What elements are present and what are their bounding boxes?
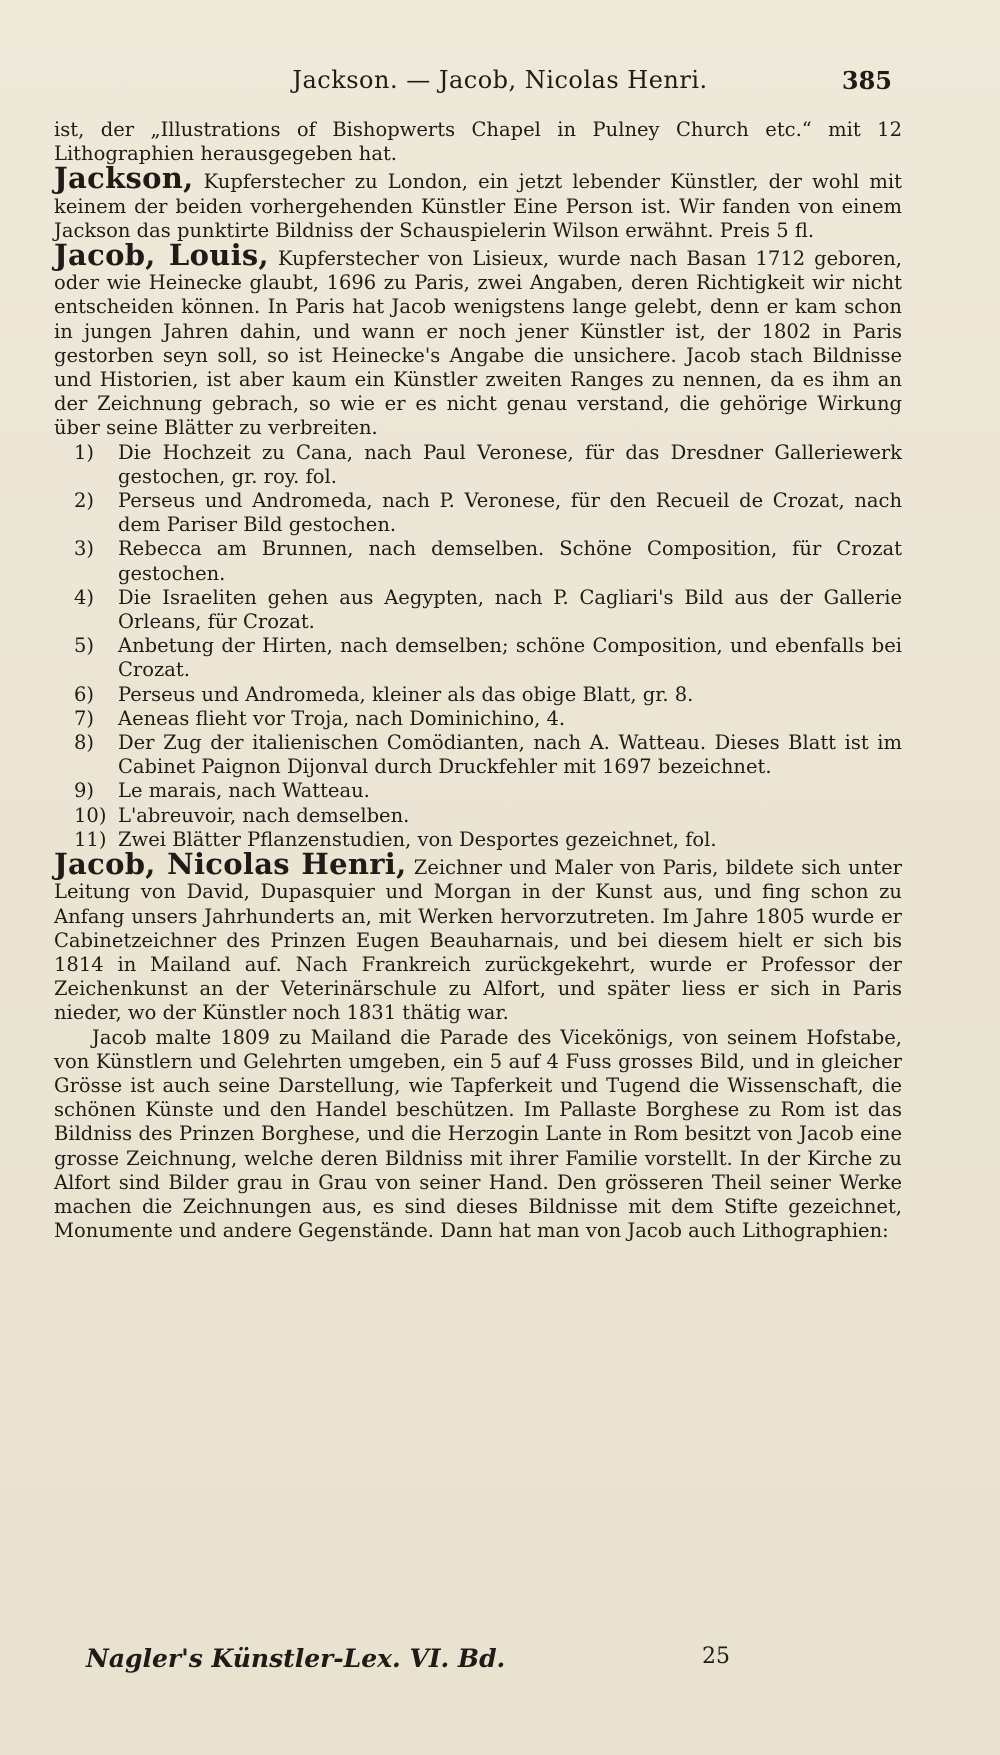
item-number: 6) xyxy=(74,682,95,706)
item-text: Aeneas flieht vor Troja, nach Dominichino, 4. xyxy=(118,706,566,730)
entry-headword: Jacob, Louis, xyxy=(54,238,269,273)
entry-headword: Jacob, Nicolas Henri, xyxy=(54,847,407,882)
page-header xyxy=(0,66,1000,100)
item-number: 8) xyxy=(74,731,95,755)
entry-jacob-louis xyxy=(54,238,903,441)
signature-mark: 25 xyxy=(702,1644,730,1669)
list-item xyxy=(74,585,902,634)
item-text: Le marais, nach Watteau. xyxy=(118,779,370,803)
entry-text: Zeichner und Maler von Paris, bildete sich unter Leitung von David, Dupasquier und Morgan in der Kunst aus, und fing schon zu Anfang unsers Jahrhunderts an, mit Werken hervorzutreten. Im Jahre 1805 wurde er Cabinetzeichner des Prinzen Eugen Beauharnais, und bei diesem hielt er sich bis 1814 in Mailand auf. Nach Frankreich zurückgekehrt, wurde er Professor der Zeichenkunst an der Veterinärschule zu Alfort, und später liess er sich in Paris nieder, wo der Künstler noch 1831 thätig war. xyxy=(54,856,903,1025)
item-text: Perseus und Andromeda, kleiner als das obige Blatt, gr. 8. xyxy=(118,682,694,706)
item-text: Die Hochzeit zu Cana, nach Paul Veronese, für das Dresdner Galleriewerk gestochen, gr. roy. fol. xyxy=(118,440,902,488)
list-item xyxy=(74,803,902,828)
entry-text: Kupferstecher zu London, ein jetzt lebender Künstler, der wohl mit keinem der beiden vorhergehenden Künstler Eine Person ist. Wir fanden von einem Jackson das punktirte Bildniss der Schauspielerin Wilson erwähnt. Preis 5 fl. xyxy=(54,170,902,242)
page-body xyxy=(54,118,902,1243)
item-number: 7) xyxy=(74,706,95,730)
item-number: 2) xyxy=(74,489,95,513)
list-item xyxy=(74,489,902,537)
list-item xyxy=(74,706,902,731)
list-item xyxy=(74,731,902,779)
item-number: 5) xyxy=(74,634,95,658)
item-number: 11) xyxy=(74,827,107,851)
item-text: Die Israeliten gehen aus Aegypten, nach P. Cagliari's Bild aus der Gallerie Orleans, für Crozat. xyxy=(118,585,902,634)
item-text: Der Zug der italienischen Comödianten, nach A. Watteau. Dieses Blatt ist im Cabinet Paignon Dijonval durch Druckfehler mit 1697 bezeichnet. xyxy=(118,731,902,779)
footer-signature: Nagler's Künstler-Lex. VI. Bd. xyxy=(86,1644,506,1673)
item-number: 1) xyxy=(74,440,95,464)
item-text: Anbetung der Hirten, nach demselben; schöne Composition, und ebenfalls bei Crozat. xyxy=(118,634,902,682)
item-number: 10) xyxy=(74,803,107,827)
running-head: Jackson. — Jacob, Nicolas Henri. xyxy=(292,66,708,94)
list-item xyxy=(74,682,902,707)
list-item xyxy=(74,827,902,852)
item-number: 4) xyxy=(74,585,95,609)
item-text: Zwei Blätter Pflanzenstudien, von Desportes gezeichnet, fol. xyxy=(118,827,717,851)
list-item xyxy=(74,634,902,682)
list-item xyxy=(74,537,902,585)
entry-jackson xyxy=(54,161,902,243)
list-item xyxy=(74,440,902,489)
entry-headword: Jackson, xyxy=(54,161,194,196)
entry-paragraph: Jacob malte 1809 zu Mailand die Parade des Vicekönigs, von seinem Hofstabe, von Künstlern und Gelehrten umgeben, ein 5 auf 4 Fuss grosses Bild, und in gleicher Grösse ist auch seine Darstellung, wie Tapferkeit und Tugend die Wissenschaft, die schönen Künste und den Handel beschützen. Im Pallaste Borghese zu Rom ist das Bildniss des Prinzen Borghese, und die Herzogin Lante in Rom besitzt von Jacob eine grosse Zeichnung, welche deren Bildniss mit ihrer Familie vorstellt. In der Kirche zu Alfort sind Bilder grau in Grau von seiner Hand. Den grösseren Theil seiner Werke machen die Zeichnungen aus, es sind dieses Bildnisse mit dem Stifte gezeichnet, Monumente und andere Gegenstände. Dann hat man von Jacob auch Lithographien: xyxy=(54,1025,902,1243)
item-text: L'abreuvoir, nach demselben. xyxy=(118,803,410,827)
item-text: Perseus und Andromeda, nach P. Veronese, für den Recueil de Crozat, nach dem Pariser Bild gestochen. xyxy=(118,489,902,537)
item-text: Rebecca am Brunnen, nach demselben. Schöne Composition, für Crozat gestochen. xyxy=(118,537,902,585)
list-item xyxy=(74,779,902,803)
entry-jacob-nicolas xyxy=(54,847,903,1025)
entry-text: Kupferstecher von Lisieux, wurde nach Basan 1712 geboren, oder wie Heinecke glaubt, 1696 zu Paris, zwei Angaben, deren Richtigkeit wir nicht entscheiden können. In Paris hat Jacob wenigstens lange gelebt, denn er kam schon in jungen Jahren dahin, und wann er noch jener Künstler ist, der 1802 in Paris gestorben seyn soll, so ist Heinecke's Angabe die unsichere. Jacob stach Bildnisse und Historien, ist aber kaum ein Künstler zweiten Ranges zu nennen, da es ihm an der Zeichnung gebrach, so wie er es nicht genau verstand, die gehörige Wirkung über seine Blätter zu verbreiten. xyxy=(54,247,903,440)
works-list xyxy=(54,441,902,852)
page-number: 385 xyxy=(841,66,892,95)
item-number: 3) xyxy=(74,537,95,561)
page-footer xyxy=(58,1640,918,1680)
item-number: 9) xyxy=(74,779,95,803)
continuation-paragraph: ist, der „Illustrations of Bishopwerts Chapel in Pulney Church etc.“ mit 12 Lithographien herausgegeben hat. xyxy=(54,118,902,166)
